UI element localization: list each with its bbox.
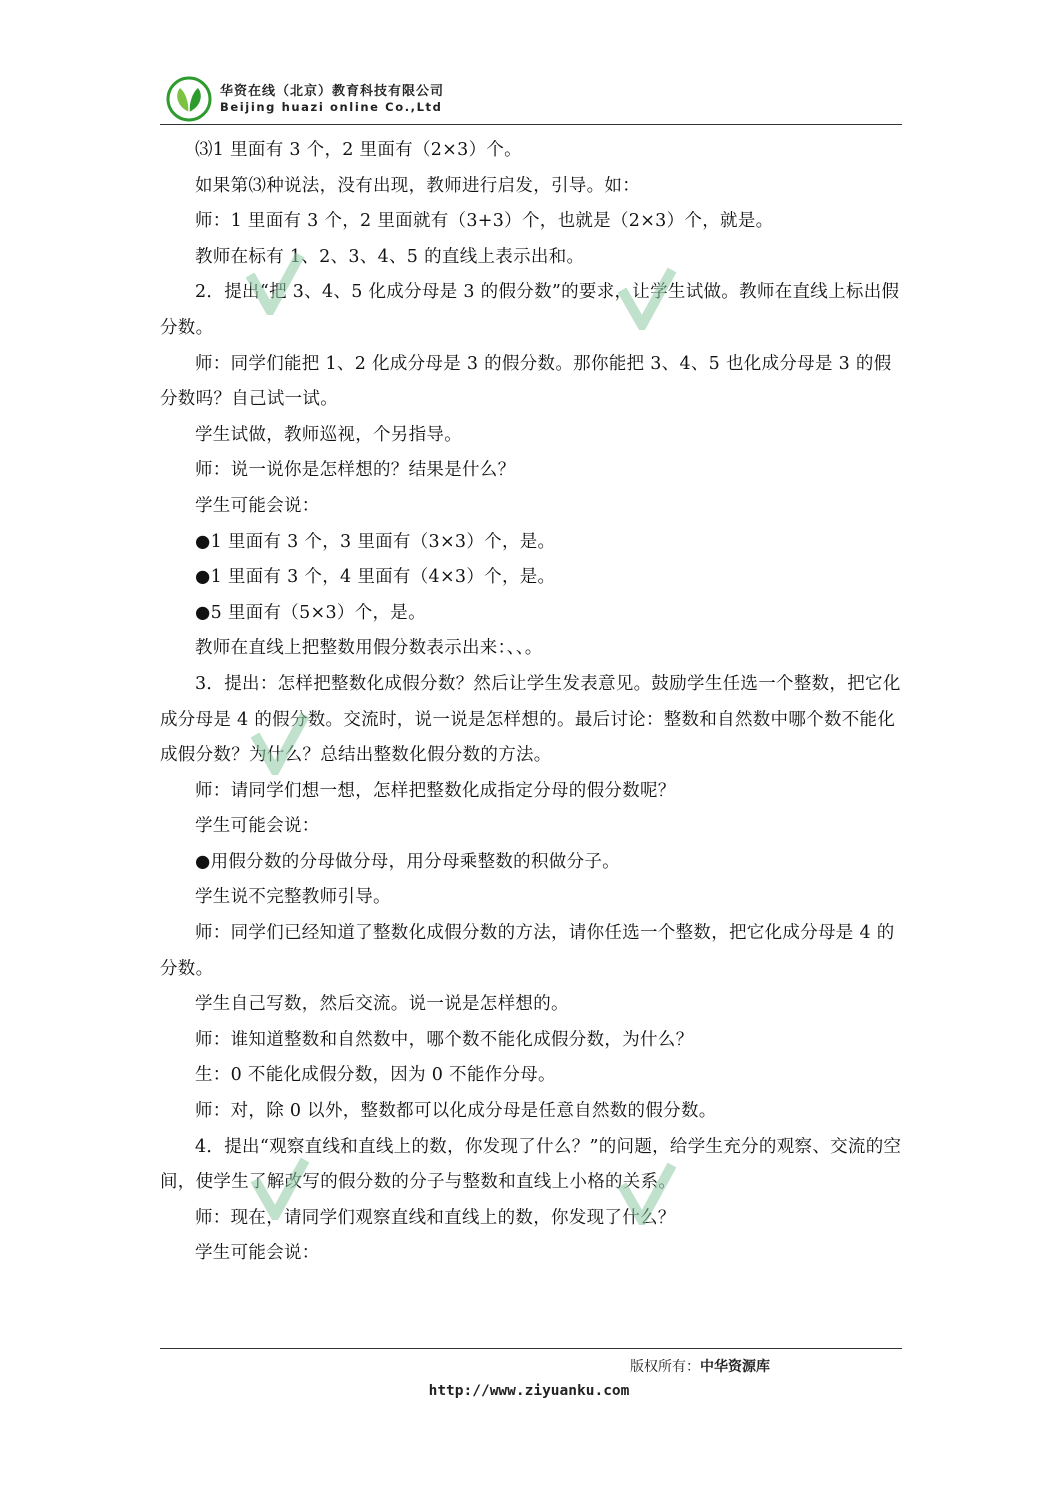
paragraph: 学生试做，教师巡视，个另指导。	[195, 424, 462, 445]
footer-copyright	[630, 1356, 770, 1376]
paragraph: 学生自己写数，然后交流。说一说是怎样想的。	[195, 994, 569, 1015]
paragraph: 教师在标有 1、2、3、4、5 的直线上表示出和。	[195, 246, 585, 267]
paragraph: 3．提出：怎样把整数化成假分数？然后让学生发表意见。鼓励学生任选一个整数，把它化成分母是 4 的假分数。交流时，说一说是怎样想的。最后讨论：整数和自然数中哪个数不能化成假分数？为什么？总结出整数化假分数的方法。	[160, 673, 901, 766]
paragraph: 学生可能会说：	[195, 495, 320, 516]
paragraph: 学生说不完整教师引导。	[195, 887, 391, 908]
paragraph: 师：同学们已经知道了整数化成假分数的方法，请你任选一个整数，把它化成分母是 4 的分数。	[160, 923, 895, 979]
paragraph: 师：对，除 0 以外，整数都可以化成分母是任意自然数的假分数。	[195, 1101, 717, 1122]
paragraph: ●1 里面有 3 个，4 里面有（4×3）个，是。	[195, 567, 556, 588]
paragraph: 师：1 里面有 3 个，2 里面就有（3+3）个，也就是（2×3）个，就是。	[195, 211, 774, 232]
header-divider	[160, 124, 902, 125]
copyright-owner: 中华资源库	[700, 1359, 770, 1375]
paragraph: 学生可能会说：	[195, 816, 320, 837]
footer-url[interactable]: http://www.ziyuanku.com	[428, 1383, 630, 1399]
paragraph: ●5 里面有（5×3）个，是。	[195, 602, 426, 623]
copyright-label: 版权所有：	[630, 1359, 700, 1375]
paragraph: ●1 里面有 3 个，3 里面有（3×3）个，是。	[195, 531, 556, 552]
paragraph: 师：现在，请同学们观察直线和直线上的数，你发现了什么？	[195, 1207, 676, 1228]
company-name-en: Beijing huazi online Co.,Ltd	[220, 100, 443, 114]
footer-divider	[160, 1348, 902, 1349]
paragraph: 师：请同学们想一想，怎样把整数化成指定分母的假分数呢？	[195, 780, 676, 801]
paragraph: 师：谁知道整数和自然数中，哪个数不能化成假分数，为什么？	[195, 1029, 694, 1050]
page-header	[160, 74, 902, 124]
paragraph: 如果第⑶种说法，没有出现，教师进行启发，引导。如：	[195, 175, 640, 196]
company-name-cn: 华资在线（北京）教育科技有限公司	[220, 84, 445, 99]
paragraph: 教师在直线上把整数用假分数表示出来：、、。	[195, 638, 543, 659]
paragraph: 学生可能会说：	[195, 1243, 320, 1264]
company-logo-icon	[166, 76, 212, 122]
paragraph: 师：说一说你是怎样想的？结果是什么？	[195, 460, 516, 481]
paragraph: 4．提出“观察直线和直线上的数，你发现了什么？”的问题，给学生充分的观察、交流的空间，使学生了解改写的假分数的分子与整数和直线上小格的关系。	[160, 1136, 902, 1193]
paragraph: 2．提出“把 3、4、5 化成分母是 3 的假分数”的要求，让学生试做。教师在直线上标出假分数。	[160, 282, 900, 338]
document-body	[160, 133, 902, 1272]
paragraph: 生：0 不能化成假分数，因为 0 不能作分母。	[195, 1065, 556, 1086]
paragraph: ⑶1 里面有 3 个，2 里面有（2×3）个。	[195, 140, 522, 160]
paragraph: 师：同学们能把 1、2 化成分母是 3 的假分数。那你能把 3、4、5 也化成分母是 3 的假分数吗？自己试一试。	[160, 353, 892, 410]
paragraph: ●用假分数的分母做分母，用分母乘整数的积做分子。	[195, 851, 620, 872]
